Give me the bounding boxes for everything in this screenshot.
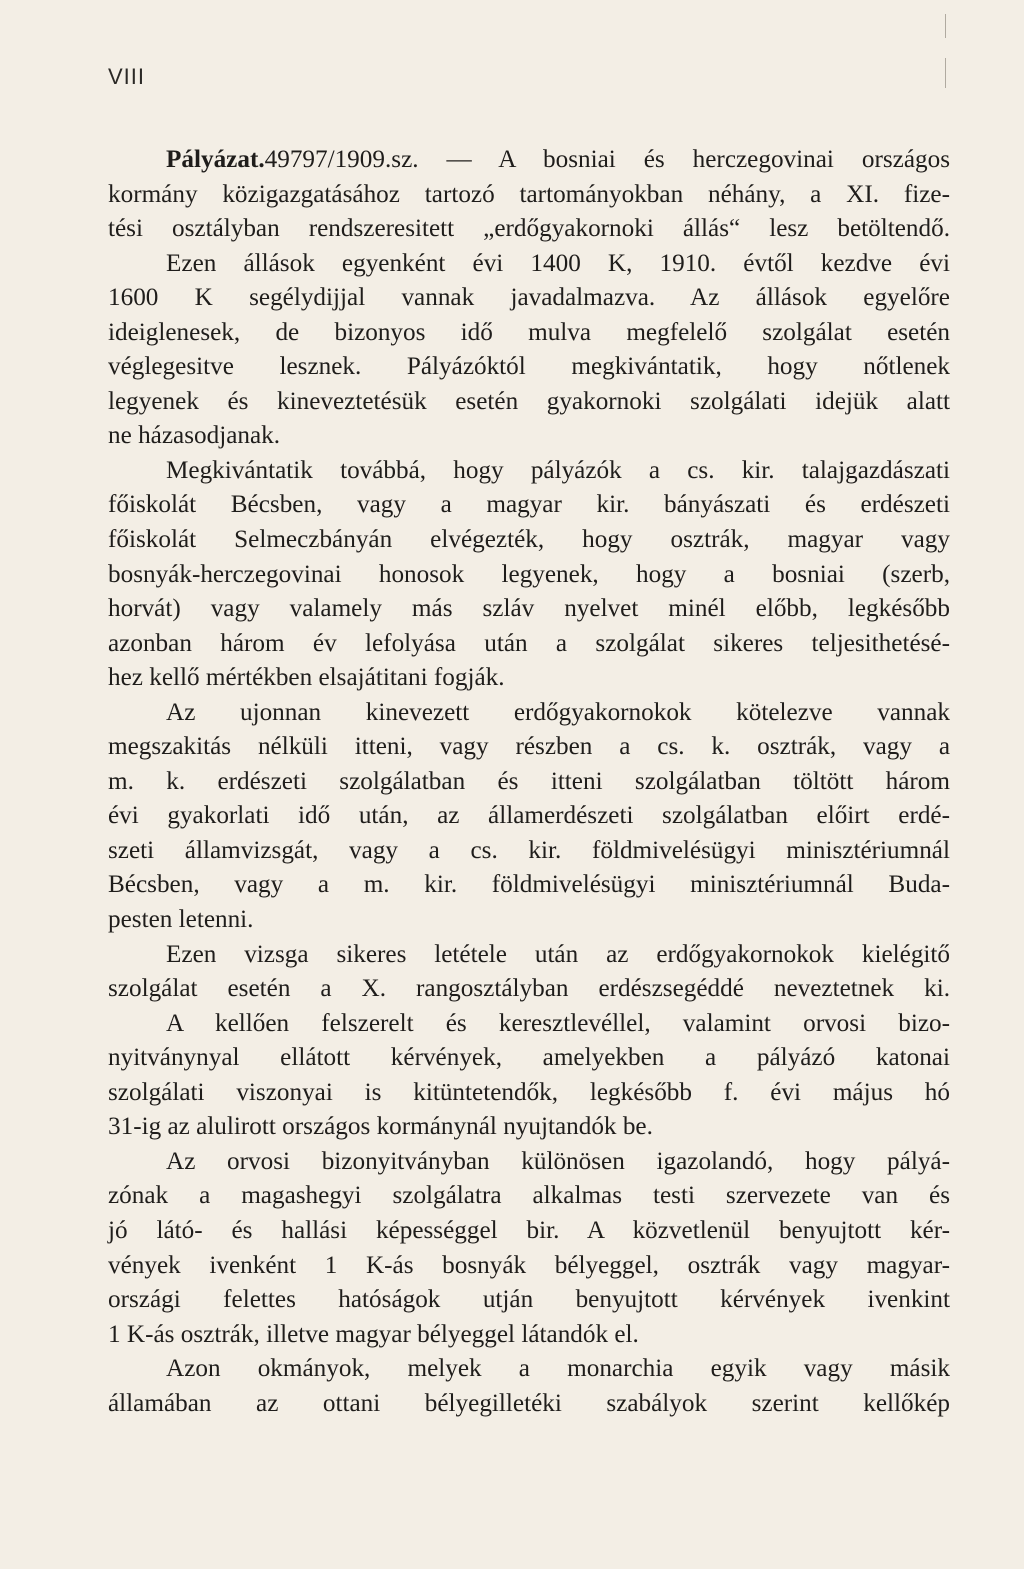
- text-line-content: jó látó- és hallási képességgel bir. A közvetlenül benyujtott kér-: [108, 1216, 950, 1244]
- text-line: [108, 765, 950, 800]
- text-line: [108, 1076, 950, 1111]
- text-line-content: ne házasodjanak.: [108, 422, 281, 450]
- text-line: [108, 661, 950, 696]
- text-line: [108, 523, 950, 558]
- text-line-content: 1600 K segélydijjal vannak javadalmazva. Az állások egyelőre: [108, 284, 950, 312]
- text-line: [108, 419, 950, 454]
- text-line-content: 1 K-ás osztrák, illetve magyar bélyeggel látandók el.: [108, 1320, 639, 1348]
- text-line-content: Megkivántatik továbbá, hogy pályázók a cs. kir. talajgazdászati: [166, 456, 950, 484]
- text-line-content: főiskolát Bécsben, vagy a magyar kir. bányászati és erdészeti: [108, 491, 950, 519]
- text-line-content: A kellően felszerelt és keresztlevéllel, valamint orvosi bizo-: [166, 1009, 950, 1037]
- text-line: [108, 1352, 950, 1387]
- text-line: [108, 247, 950, 282]
- text-line: [108, 488, 950, 523]
- text-line-content: államában az ottani bélyegilletéki szabályok szerint kellőkép: [108, 1389, 950, 1417]
- text-line: [108, 730, 950, 765]
- text-line-content: Az orvosi bizonyitványban különösen igazolandó, hogy pályá-: [166, 1147, 950, 1175]
- text-line: [108, 212, 950, 247]
- text-line-content: bosnyák-herczegovinai honosok legyenek, hogy a bosniai (szerb,: [108, 560, 950, 588]
- text-line: [108, 799, 950, 834]
- edge-mark-middle: [945, 58, 946, 88]
- text-line: [108, 1041, 950, 1076]
- text-line: [108, 1179, 950, 1214]
- text-line: [108, 1110, 950, 1145]
- text-line: [108, 1007, 950, 1042]
- body-text: [108, 143, 950, 1421]
- text-line: [108, 385, 950, 420]
- text-line-content: országi felettes hatóságok utján benyujtott kérvények ivenkint: [108, 1286, 950, 1314]
- text-line-content: pesten letenni.: [108, 906, 254, 934]
- text-line-content: nyitványnyal ellátott kérvények, amelyekben a pályázó katonai: [108, 1044, 950, 1072]
- text-line-content: kormány közigazgatásához tartozó tartományokban néhány, a XI. fize-: [108, 180, 950, 208]
- text-line: [108, 178, 950, 213]
- text-line: [108, 1145, 950, 1180]
- text-line: [108, 454, 950, 489]
- text-line-content: ideiglenesek, de bizonyos idő mulva megfelelő szolgálat esetén: [108, 318, 950, 346]
- text-line-content: hez kellő mértékben elsajátitani fogják.: [108, 664, 505, 692]
- text-line-content: szeti államvizsgát, vagy a cs. kir. földmivelésügyi minisztériumnál: [108, 836, 950, 864]
- text-line-content: zónak a magashegyi szolgálatra alkalmas testi szervezete van és: [108, 1182, 950, 1210]
- text-line: [108, 1249, 950, 1284]
- text-line-content: azonban három év lefolyása után a szolgálat sikeres teljesithetésé-: [108, 629, 950, 657]
- notice-heading: Pályázat.: [166, 146, 265, 173]
- text-line-content: m. k. erdészeti szolgálatban és itteni szolgálatban töltött három: [108, 767, 950, 795]
- text-line: [108, 1318, 950, 1353]
- text-line-content: Ezen vizsga sikeres letétele után az erdőgyakornokok kielégitő: [166, 940, 950, 968]
- text-line: [108, 592, 950, 627]
- text-line: [108, 1387, 950, 1422]
- text-line: [108, 1283, 950, 1318]
- text-line: [108, 903, 950, 938]
- text-line-content: szolgálati viszonyai is kitüntetendők, legkésőbb f. évi május hó: [108, 1078, 950, 1106]
- text-line: [108, 868, 950, 903]
- text-line: [108, 350, 950, 385]
- text-line: [108, 972, 950, 1007]
- text-line: [108, 558, 950, 593]
- text-line-content: legyenek és kineveztetésük esetén gyakornoki szolgálati idejük alatt: [108, 387, 950, 415]
- text-line-content: főiskolát Selmeczbányán elvégezték, hogy osztrák, magyar vagy: [108, 526, 950, 554]
- text-line: [108, 627, 950, 662]
- text-line-content: horvát) vagy valamely más szláv nyelvet minél előbb, legkésőbb: [108, 595, 950, 623]
- text-line-content: vények ivenként 1 K-ás bosnyák bélyeggel, osztrák vagy magyar-: [108, 1251, 950, 1279]
- text-line-content: megszakitás nélküli itteni, vagy részben a cs. k. osztrák, vagy a: [108, 733, 950, 761]
- text-line-content: Azon okmányok, melyek a monarchia egyik vagy másik: [166, 1355, 950, 1383]
- text-line: [108, 281, 950, 316]
- text-line: [108, 834, 950, 869]
- text-line: [108, 1214, 950, 1249]
- page-number: VIII: [108, 64, 146, 89]
- text-line-content: szolgálat esetén a X. rangosztályban erdészsegéddé neveztetnek ki.: [108, 975, 950, 1003]
- text-line: [108, 143, 950, 178]
- edge-mark-top: [945, 14, 946, 38]
- text-line-content: tési osztályban rendszeresitett „erdőgyakornoki állás“ lesz betöltendő.: [108, 215, 950, 243]
- text-line-content: évi gyakorlati idő után, az államerdészeti szolgálatban előirt erdé-: [108, 802, 950, 830]
- text-line-content: Ezen állások egyenként évi 1400 K, 1910. évtől kezdve évi: [166, 249, 950, 277]
- text-line-content: Az ujonnan kinevezett erdőgyakornokok kötelezve vannak: [166, 698, 950, 726]
- text-line: [108, 938, 950, 973]
- text-line: [108, 316, 950, 351]
- text-line-content: 31-ig az alulirott országos kormánynál nyujtandók be.: [108, 1113, 653, 1141]
- text-line-content: Bécsben, vagy a m. kir. földmivelésügyi minisztériumnál Buda-: [108, 871, 950, 899]
- text-line: [108, 696, 950, 731]
- text-line-content: 49797/1909.sz. — A bosniai és herczegovinai országos: [264, 146, 950, 173]
- text-line-content: véglegesitve lesznek. Pályázóktól megkivántatik, hogy nőtlenek: [108, 353, 950, 381]
